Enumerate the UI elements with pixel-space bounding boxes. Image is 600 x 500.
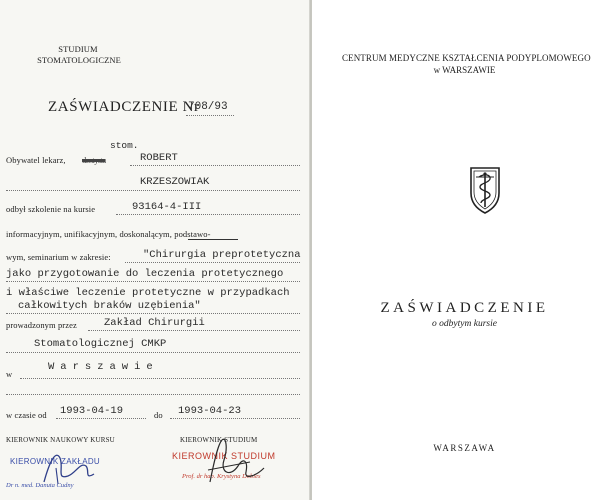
topic-line-4: całkowitych braków uzębienia" bbox=[18, 300, 201, 312]
citizen-title-typed: stom. bbox=[110, 140, 139, 151]
course-types: informacyjnym, unifikacyjnym, doskonalącym, podstawo- bbox=[6, 229, 211, 239]
stamp-right-name: Prof. dr hab. Krystyna Dobies bbox=[182, 473, 261, 480]
signature-right bbox=[190, 432, 280, 492]
certificate-title: ZAŚWIADCZENIE Nr bbox=[48, 99, 200, 115]
department-line-1: Zakład Chirurgii bbox=[104, 317, 205, 329]
topic-line-3: i właściwe leczenie protetyczne w przypadkach bbox=[6, 287, 290, 299]
period-label: w czasie od bbox=[6, 410, 47, 420]
last-name: KRZESZOWIAK bbox=[140, 176, 210, 188]
first-name: ROBERT bbox=[140, 152, 178, 164]
seminar-label: wym, seminarium w zakresie: bbox=[6, 252, 111, 262]
sig-left-label: KIEROWNIK NAUKOWY KURSU bbox=[6, 436, 115, 444]
institution-line-2: w WARSZAWIE bbox=[433, 65, 496, 75]
to-label: do bbox=[154, 410, 163, 420]
header-stomatologiczne: STOMATOLOGICZNE bbox=[37, 55, 121, 65]
date-to: 1993-04-23 bbox=[178, 405, 242, 417]
institution-line-1: CENTRUM MEDYCZNE KSZTAŁCENIA PODYPLOMOWEGO bbox=[342, 53, 591, 63]
course-number: 93164-4-III bbox=[132, 201, 202, 213]
header-studium: STUDIUM bbox=[58, 44, 98, 54]
stamp-left-name: Dr n. med. Danuta Cudny bbox=[6, 482, 74, 489]
department-line-2: Stomatologicznej CMKP bbox=[34, 338, 167, 350]
stamp-left-title: KIEROWNIK ZAKŁADU bbox=[10, 457, 101, 466]
date-from: 1993-04-19 bbox=[60, 405, 124, 417]
conducted-label: prowadzonym przez bbox=[6, 320, 77, 330]
topic-line-2: jako przygotowanie do leczenia protetycznego bbox=[6, 268, 284, 280]
city: WARSZAWA bbox=[433, 443, 496, 453]
topic-line-1: "Chirurgia preprotetyczna bbox=[143, 249, 301, 261]
right-title: ZAŚWIADCZENIE bbox=[380, 300, 549, 316]
right-page bbox=[312, 0, 600, 500]
place-prefix: w bbox=[6, 369, 13, 379]
caduceus-shield-emblem bbox=[468, 165, 502, 215]
right-subtitle: o odbytym kursie bbox=[432, 319, 497, 329]
citizen-struck: dentysta bbox=[82, 155, 106, 165]
citizen-label: Obywatel lekarz, bbox=[6, 155, 66, 165]
stamp-right-title: KIEROWNIK STUDIUM bbox=[172, 451, 276, 461]
certificate-number: 708/93 bbox=[188, 101, 228, 113]
signature-left bbox=[30, 440, 110, 490]
place-name: Warszawie bbox=[48, 361, 159, 373]
course-label: odbył szkolenie na kursie bbox=[6, 204, 96, 214]
sig-right-label: KIEROWNIK STUDIUM bbox=[180, 436, 258, 444]
